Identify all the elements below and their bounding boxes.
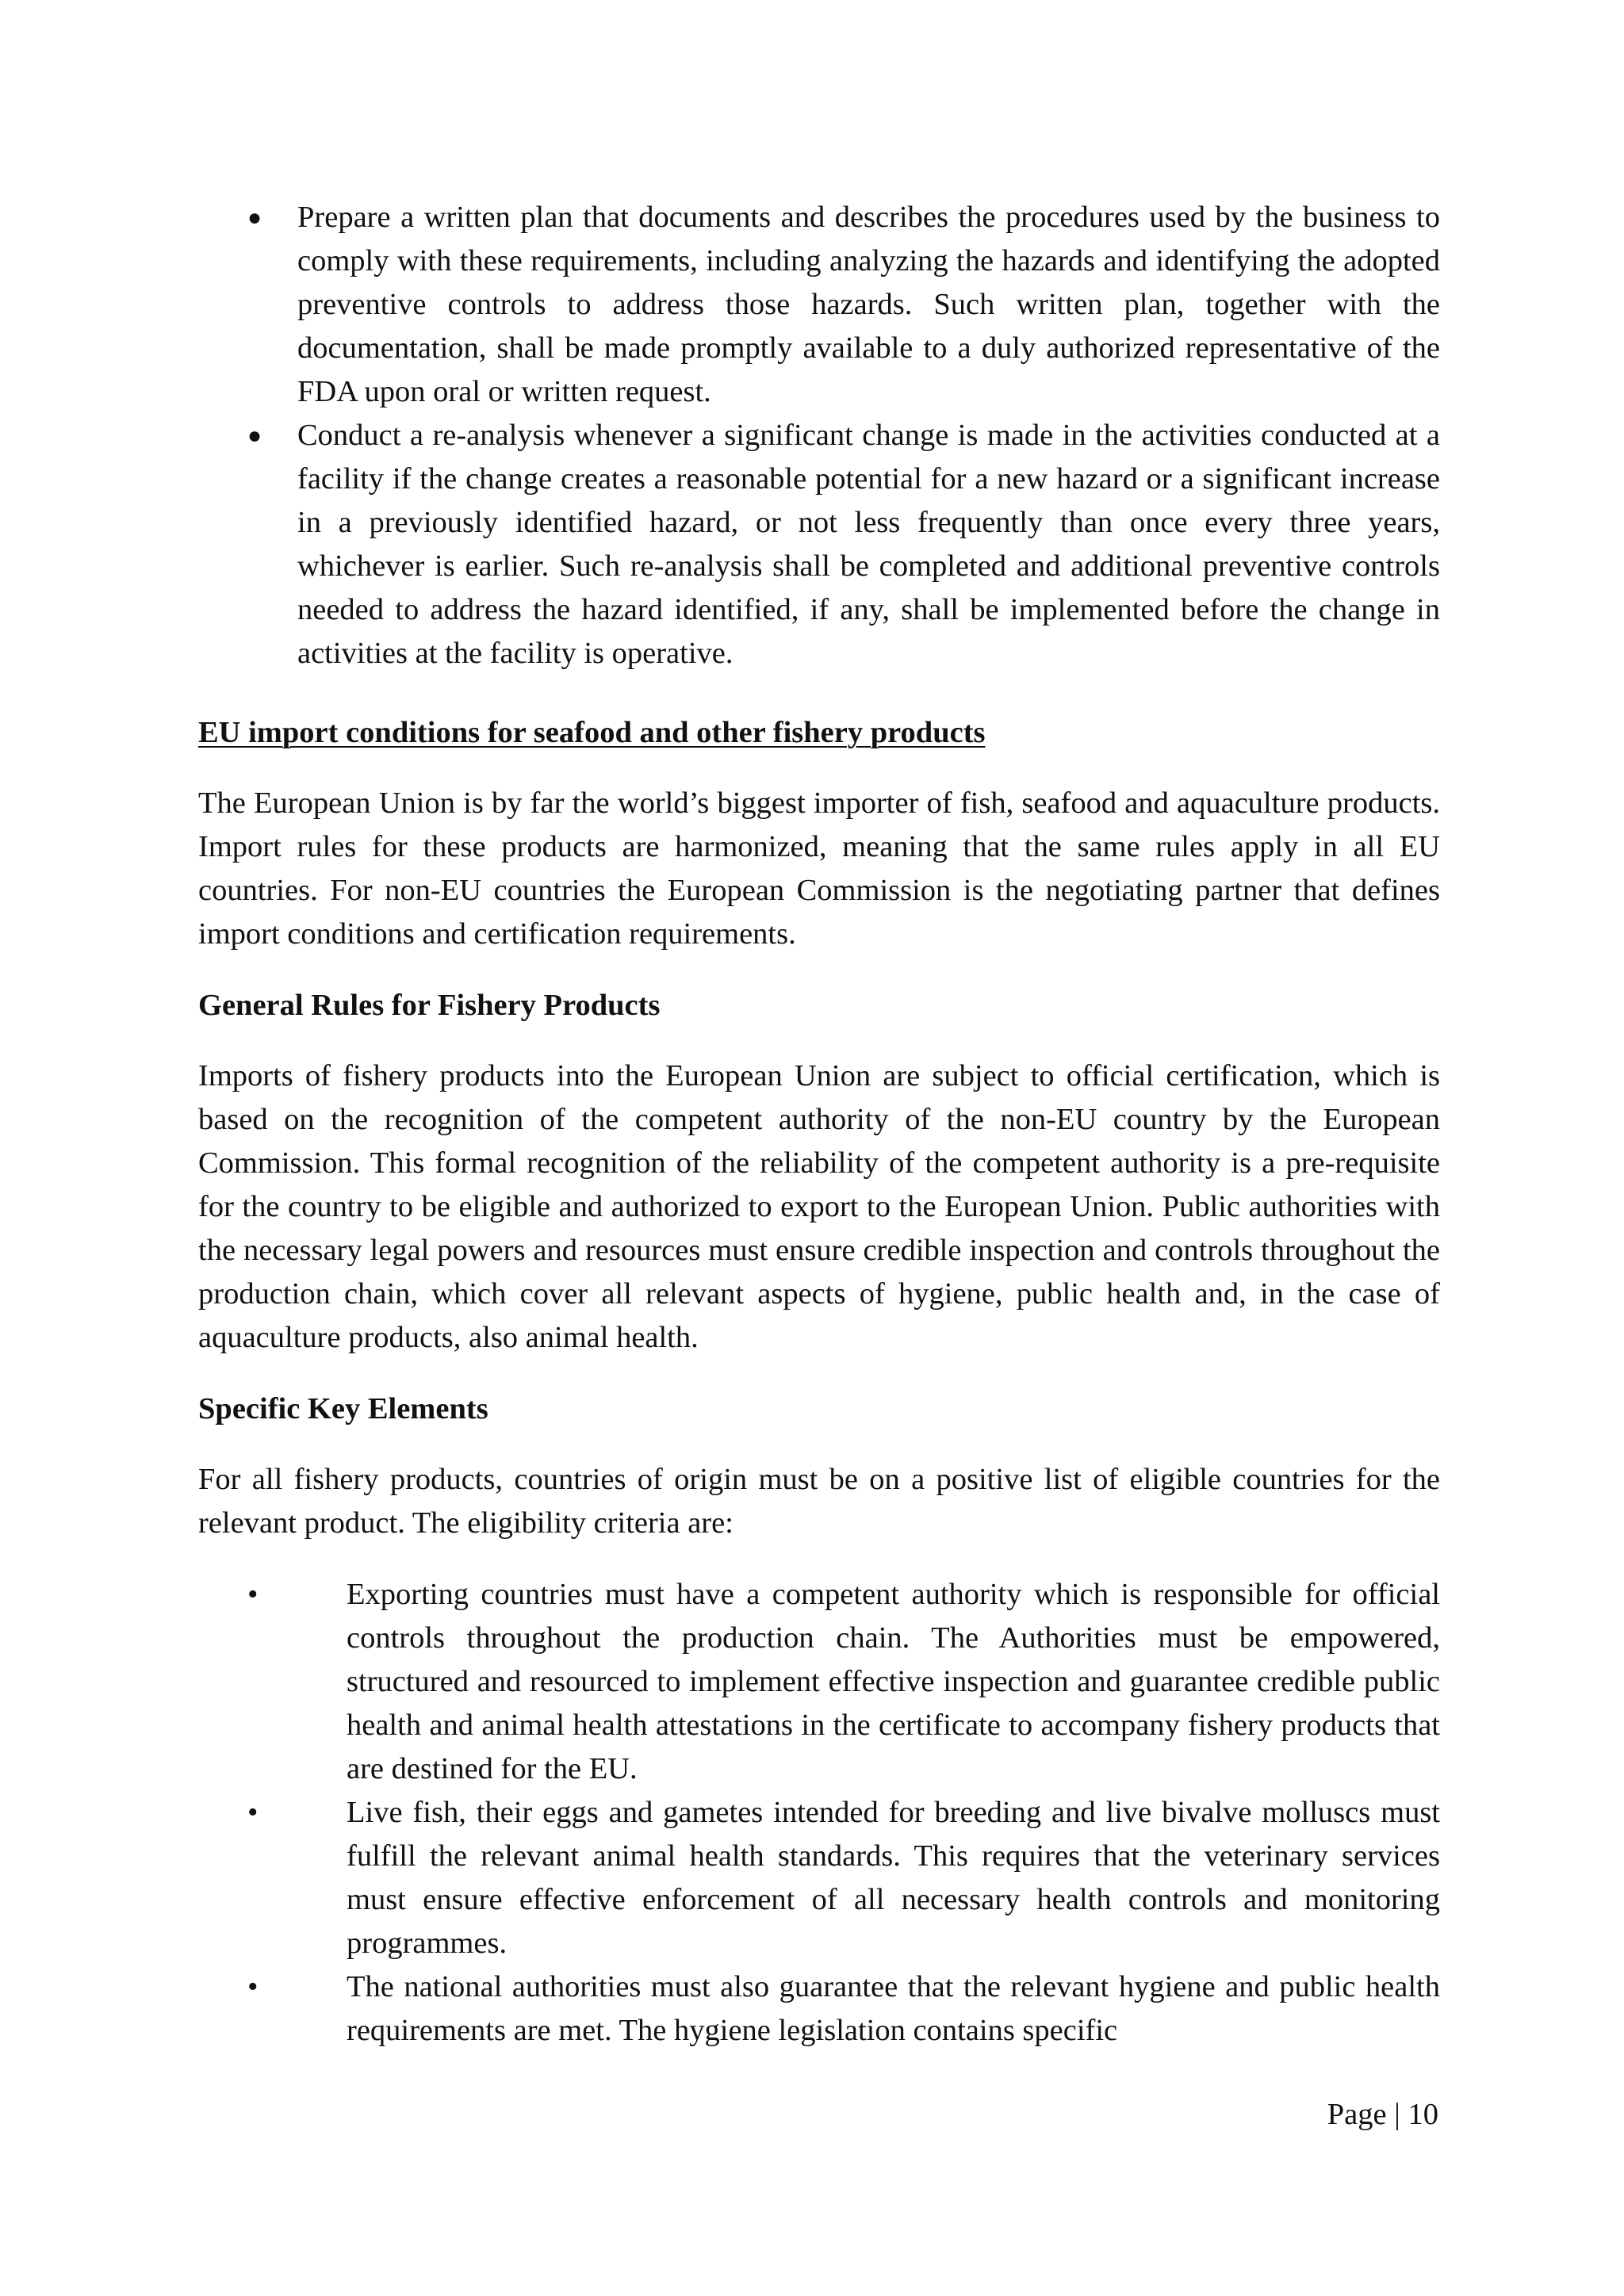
list-item-text: Live fish, their eggs and gametes intended for breeding and live bivalve molluscs must fulfill the relevant animal health standards. This requires that the veterinary services must ensure effective enforcement of all necessary health controls and monitoring programmes. [347,1796,1440,1960]
eligibility-criteria-list [198,1573,1440,2053]
list-item [198,1791,1440,1965]
page-number: Page | 10 [1327,2098,1438,2131]
list-item [198,1965,1440,2053]
bullet-icon: • [247,1970,259,2003]
list-item [198,196,1440,414]
paragraph-eu-import: The European Union is by far the world’s biggest importer of fish, seafood and aquaculture products. Import rules for these products are harmonized, meaning that the same rules apply in all EU countries. For non-EU countries the European Commission is the negotiating partner that defines import conditions and certification requirements. [198,786,1440,951]
bullet-dot-icon: ● [247,205,262,231]
list-item [198,414,1440,675]
page-content [198,196,1440,2053]
list-item-text: The national authorities must also guarantee that the relevant hygiene and public health requirements are met. The hygiene legislation contains specific [347,1970,1440,2047]
paragraph-general-rules: Imports of fishery products into the European Union are subject to official certification, which is based on the recognition of the competent authority of the non-EU country by the European Commission. This formal recognition of the reliability of the competent authority is a pre-requisite for the country to be eligible and authorized to export to the European Union. Public authorities with the necessary legal powers and resources must ensure credible inspection and controls throughout the production chain, which cover all relevant aspects of hygiene, public health and, in the case of aquaculture products, also animal health. [198,1059,1440,1354]
section-heading-eu-import: EU import conditions for seafood and other fishery products [198,716,986,749]
bullet-icon: • [247,1578,259,1611]
section-heading-specific-key-elements: Specific Key Elements [198,1392,488,1425]
list-item-text: Prepare a written plan that documents and describes the procedures used by the business to comply with these requirements, including analyzing the hazards and identifying the adopted preventive controls to address those hazards. Such written plan, together with the documentation, shall be made promptly available to a duly authorized representative of the FDA upon oral or written request. [297,201,1440,408]
section-heading-general-rules: General Rules for Fishery Products [198,989,661,1022]
intro-bullet-list [198,196,1440,675]
list-item-text: Exporting countries must have a competent authority which is responsible for official controls throughout the production chain. The Authorities must be empowered, structured and resourced to implement effective inspection and guarantee credible public health and animal health attestations in the certificate to accompany fishery products that are destined for the EU. [347,1578,1440,1785]
paragraph-eligibility: For all fishery products, countries of origin must be on a positive list of eligible countries for the relevant product. The eligibility criteria are: [198,1463,1440,1540]
bullet-icon: • [247,1796,259,1829]
list-item [198,1573,1440,1791]
bullet-dot-icon: ● [247,423,262,449]
list-item-text: Conduct a re-analysis whenever a significant change is made in the activities conducted at a facility if the change creates a reasonable potential for a new hazard or a significant increase in a previously identified hazard, or not less frequently than once every three years, whichever is earlier. Such re-analysis shall be completed and additional preventive controls needed to address the hazard identified, if any, shall be implemented before the change in activities at the facility is operative. [297,419,1440,670]
